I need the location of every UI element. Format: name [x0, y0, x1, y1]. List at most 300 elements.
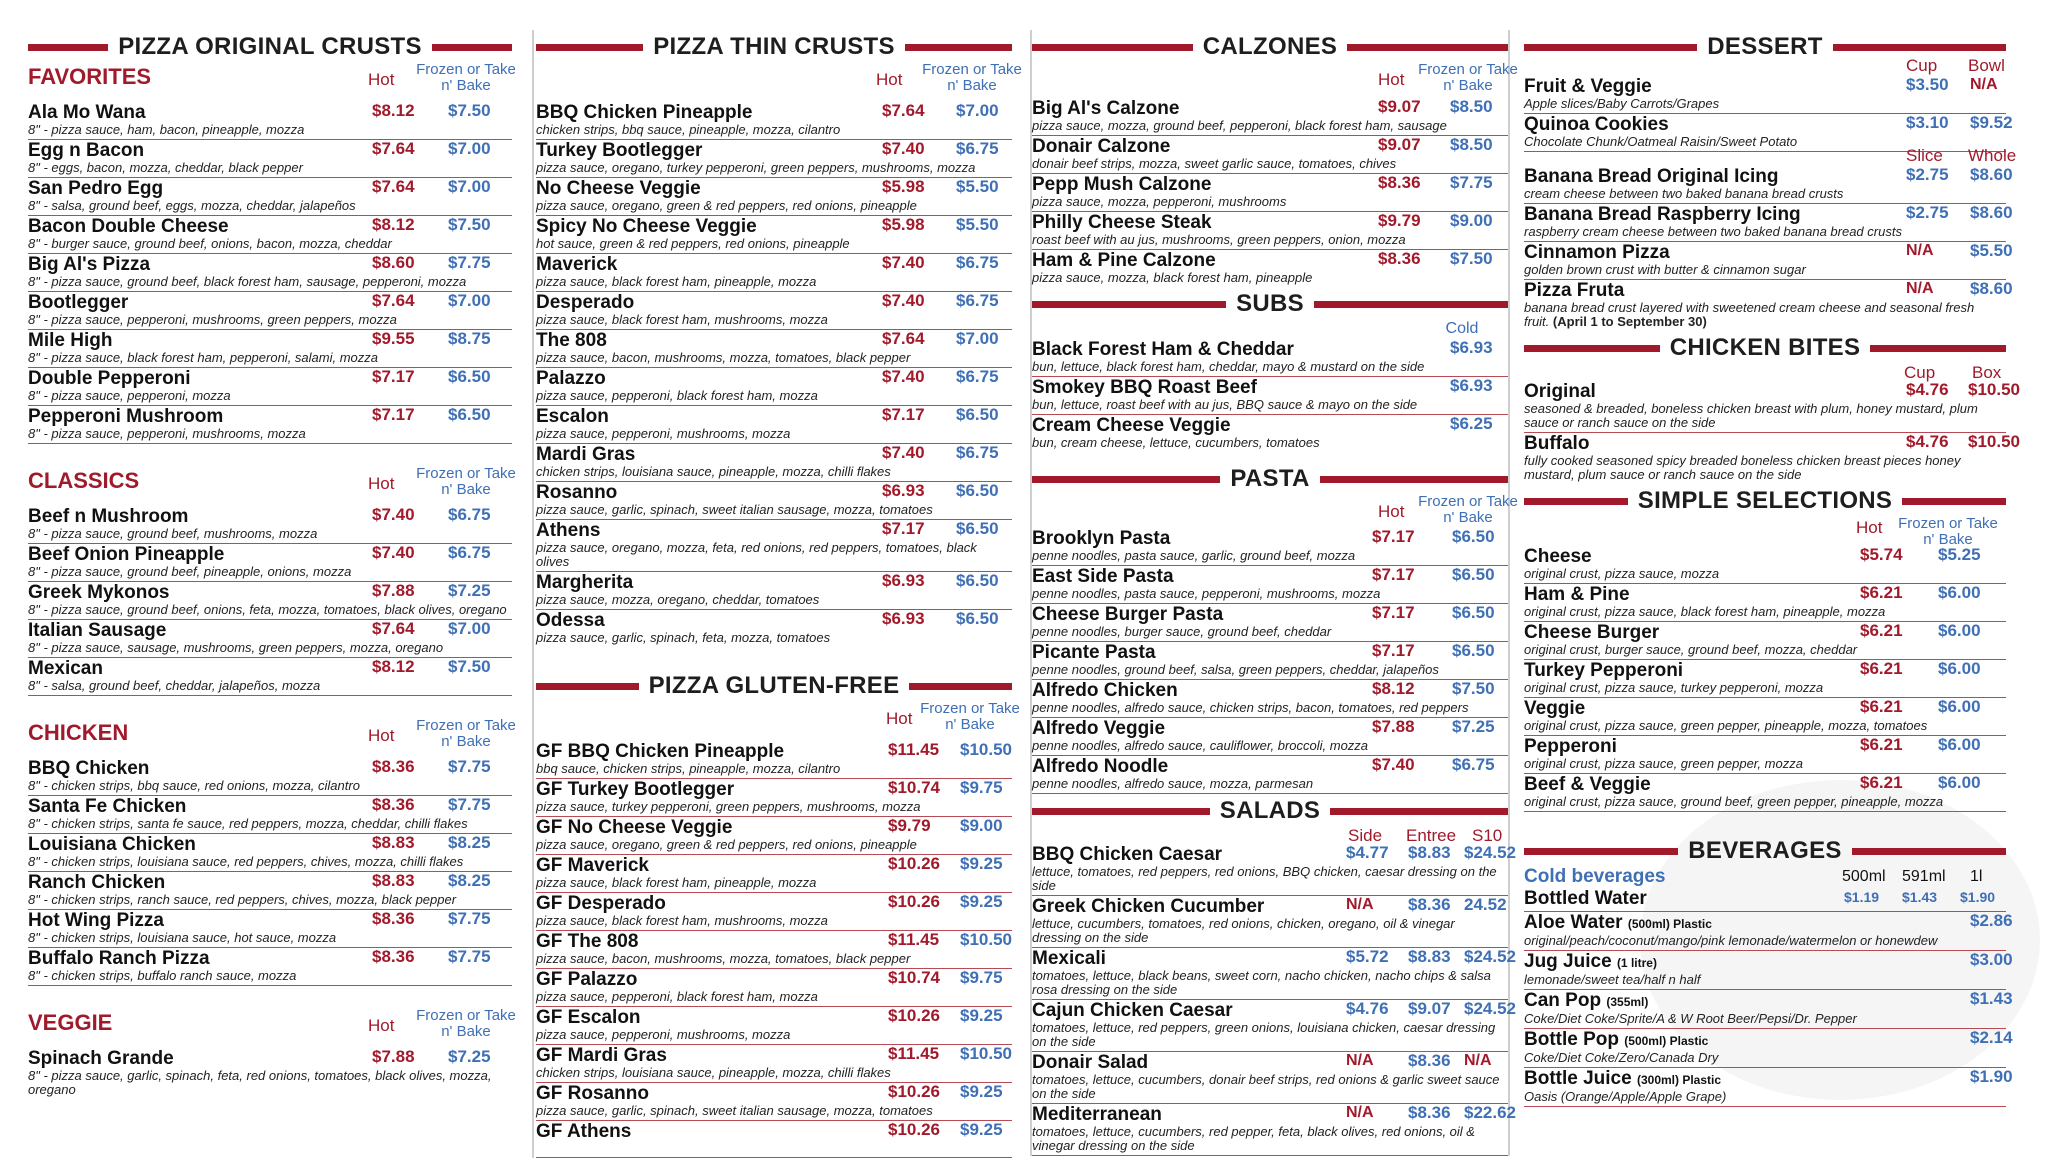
menu-item-palazzo — [536, 368, 1012, 406]
bowl-label: Bowl — [1968, 56, 2005, 75]
section-header-salads — [1032, 796, 1508, 826]
menu-item-jug-juice — [1524, 950, 2013, 990]
frozen-label: Frozen or Take n' Bake — [922, 61, 1022, 94]
price-hot: $7.64 — [372, 139, 415, 158]
menu-item-mexicali — [1032, 947, 1516, 1000]
item-description — [28, 275, 512, 289]
item-name — [1524, 661, 2006, 681]
menu-item-big-al-s-pizza — [28, 254, 512, 292]
section-title: BEVERAGES — [1688, 837, 1842, 864]
menu-item-veggie — [1524, 698, 2006, 736]
price-frozen: $8.50 — [1450, 97, 1493, 116]
price-p1: N/A — [1906, 242, 1934, 259]
bites-column-headers — [1524, 363, 2006, 381]
item-description — [1524, 1090, 2006, 1104]
price-hot: $9.55 — [372, 329, 415, 348]
item-name — [536, 932, 1012, 952]
price-frozen: $6.00 — [1938, 621, 1981, 640]
item-description-text: 8" - eggs, bacon, mozza, cheddar, black pepper — [28, 160, 303, 175]
item-description — [28, 641, 512, 655]
item-name — [1524, 1030, 2006, 1051]
price-frozen: $6.50 — [956, 519, 999, 538]
price-frozen: $7.50 — [448, 215, 491, 234]
price-entree: $9.07 — [1408, 999, 1451, 1018]
item-name — [28, 507, 512, 527]
slice-whole-headers — [1524, 146, 2017, 166]
item-description — [536, 465, 1012, 479]
item-description — [28, 565, 512, 579]
item-name-text: The 808 — [536, 330, 607, 351]
price-hot: $8.36 — [372, 909, 415, 928]
price-frozen: $6.00 — [1938, 773, 1981, 792]
item-description-text: penne noodles, alfredo sauce, chicken strips, bacon, tomatoes, red peppers — [1032, 700, 1469, 715]
item-description — [536, 1028, 1012, 1042]
menu-item-alfredo-chicken — [1032, 680, 1508, 718]
item-name-text: Cheese — [1524, 546, 1592, 567]
item-description — [28, 603, 512, 617]
box-label: Box — [1972, 363, 2002, 382]
menu-item-original — [1524, 380, 2020, 433]
item-name-text: Mardi Gras — [536, 444, 636, 465]
price-frozen: $6.75 — [956, 139, 999, 158]
item-description-text: pizza sauce, black forest ham, mushrooms, mozza — [536, 312, 828, 327]
spacer — [28, 696, 512, 718]
section-header-beverages — [1524, 836, 2006, 866]
price-hot: $7.64 — [882, 329, 925, 348]
item-name-text: GF Mardi Gras — [536, 1045, 667, 1066]
item-name — [28, 1049, 512, 1069]
item-name — [536, 970, 1012, 990]
menu-item-fruit-veggie — [1524, 76, 2006, 114]
item-description-text: lettuce, cucumbers, tomatoes, red onions, chicken, oregano, oil & vinegar dressing on the side — [1032, 916, 1455, 945]
price-hot: $7.40 — [372, 543, 415, 562]
item-description-text: Oasis (Orange/Apple/Apple Grape) — [1524, 1089, 1727, 1104]
item-description-text: penne noodles, burger sauce, ground beef, cheddar — [1032, 624, 1332, 639]
menu-item-bottled-water — [1524, 888, 2006, 912]
item-name-text: Mediterranean — [1032, 1104, 1162, 1125]
item-description — [1032, 233, 1508, 247]
item-description-text: 8" - chicken strips, bbq sauce, red onions, mozza, cilantro — [28, 778, 360, 793]
menu-item-pepperoni — [1524, 736, 2006, 774]
item-name — [536, 293, 1012, 313]
price-frozen: $7.75 — [448, 757, 491, 776]
menu-item-gf-mardi-gras — [536, 1045, 1012, 1083]
item-name-text: Cheese Burger Pasta — [1032, 604, 1224, 625]
item-description-text: original crust, pizza sauce, mozza — [1524, 566, 1720, 581]
item-description — [1032, 587, 1508, 601]
price-frozen: $8.50 — [1450, 135, 1493, 154]
menu-item-greek-mykonos — [28, 582, 512, 620]
item-name-text: GF Palazzo — [536, 969, 638, 990]
column-headers — [536, 700, 1020, 741]
item-description — [536, 275, 1012, 289]
item-name-text: Bottle Juice — [1524, 1068, 1632, 1089]
price-side: $4.76 — [1346, 999, 1389, 1018]
item-description-text: tomatoes, lettuce, cucumbers, red pepper, feta, black olives, red onions, oil & vinegar dressing on the side — [1032, 1124, 1475, 1153]
price-side: $5.72 — [1346, 947, 1389, 966]
item-name-text: Pepperoni — [1524, 736, 1617, 757]
price-frozen: $7.00 — [448, 619, 491, 638]
item-description — [536, 541, 1012, 569]
menu-item-turkey-bootlegger — [536, 140, 1012, 178]
price-side: N/A — [1346, 1052, 1374, 1069]
item-name-text: No Cheese Veggie — [536, 178, 701, 199]
item-description — [1524, 795, 2006, 809]
price-hot: $9.79 — [888, 816, 931, 835]
menu-item-cheese — [1524, 546, 2006, 584]
item-name-text: Beef n Mushroom — [28, 506, 189, 527]
section-title: DESSERT — [1707, 33, 1823, 60]
price-hot: $11.45 — [888, 740, 940, 759]
price-p1: $3.10 — [1906, 113, 1949, 132]
item-description-text: 8" - pizza sauce, ham, bacon, pineapple, mozza — [28, 122, 305, 137]
price-hot: $5.98 — [882, 215, 925, 234]
menu-item-gf-escalon — [536, 1007, 1012, 1045]
price-hot: $6.93 — [882, 481, 925, 500]
price-frozen: $7.25 — [448, 1047, 491, 1066]
price-s10: 24.52 — [1464, 895, 1507, 914]
item-name-text: Ranch Chicken — [28, 872, 166, 893]
price-s10: $24.52 — [1464, 843, 1516, 862]
item-name-text: Aloe Water — [1524, 912, 1623, 933]
item-size: (300ml) Plastic — [1636, 1073, 1722, 1087]
item-size: (355ml) — [1606, 995, 1649, 1009]
item-name — [28, 217, 512, 237]
price-frozen: $9.75 — [960, 778, 1003, 797]
section-title: PIZZA ORIGINAL CRUSTS — [118, 33, 422, 60]
item-description — [1524, 719, 2006, 733]
item-name — [1032, 175, 1508, 195]
item-name — [1032, 605, 1508, 625]
item-size: (1 litre) — [1616, 956, 1657, 970]
price-1l: $1.90 — [1960, 889, 1996, 905]
item-description-text: original crust, pizza sauce, black forest ham, pineapple, mozza — [1524, 604, 1886, 619]
price-price: $1.90 — [1970, 1067, 2013, 1086]
item-size: (500ml) Plastic — [1624, 1034, 1709, 1048]
price-hot: $5.74 — [1860, 545, 1903, 564]
frozen-label: Frozen or Take n' Bake — [1418, 61, 1518, 94]
group-header-chicken — [28, 717, 516, 758]
price-frozen: $9.75 — [960, 968, 1003, 987]
item-description-text: pizza sauce, pepperoni, black forest ham, mozza — [536, 989, 818, 1004]
item-name — [536, 1122, 1012, 1142]
header-bar — [1032, 476, 1220, 483]
price-price: $2.14 — [1970, 1028, 2013, 1047]
item-name-text: Mile High — [28, 330, 113, 351]
price-cold: $6.93 — [1450, 376, 1493, 395]
item-description — [1032, 865, 1508, 893]
menu-item-beef-n-mushroom — [28, 506, 512, 544]
item-name-text: Bottle Pop — [1524, 1029, 1619, 1050]
item-description — [1032, 663, 1508, 677]
item-name — [28, 911, 512, 931]
price-p1: $2.75 — [1906, 165, 1949, 184]
item-description — [1524, 97, 2006, 111]
item-name — [28, 621, 512, 641]
menu-item-ala-mo-wana — [28, 102, 512, 140]
item-name — [536, 780, 1012, 800]
price-frozen: $6.00 — [1938, 697, 1981, 716]
item-description-text: pizza sauce, oregano, mozza, feta, red onions, red peppers, tomatoes, black olives — [536, 540, 977, 569]
item-name-text: Beef Onion Pineapple — [28, 544, 225, 565]
price-p2: $9.52 — [1970, 113, 2013, 132]
item-description-text: pizza sauce, mozza, black forest ham, pineapple — [1032, 270, 1313, 285]
item-description — [1524, 1051, 2006, 1065]
price-p2: $5.50 — [1970, 241, 2013, 260]
item-description — [1524, 934, 2006, 948]
menu-item-athens — [536, 520, 1012, 572]
price-hot: $7.17 — [1372, 527, 1415, 546]
item-description-text: cream cheese between two baked banana bread crusts — [1524, 186, 1844, 201]
price-hot: $7.64 — [372, 177, 415, 196]
menu-item-pizza-fruta — [1524, 279, 2013, 331]
item-name-text: Big Al's Pizza — [28, 254, 151, 275]
price-hot: $11.45 — [888, 1044, 940, 1063]
hot-label: Hot — [1378, 70, 1405, 89]
item-name — [536, 445, 1012, 465]
item-description-text: 8" - pizza sauce, ground beef, onions, feta, mozza, tomatoes, black olives, oregano — [28, 602, 507, 617]
item-description — [536, 593, 1012, 607]
item-name — [1032, 213, 1508, 233]
cold-label: Cold — [1445, 320, 1479, 337]
item-name-text: Turkey Bootlegger — [536, 140, 703, 161]
item-name-text: GF No Cheese Veggie — [536, 817, 733, 838]
menu-item-bacon-double-cheese — [28, 216, 512, 254]
price-500ml: $1.19 — [1844, 889, 1880, 905]
item-description-text: pizza sauce, oregano, green & red peppers, red onions, pineapple — [536, 837, 917, 852]
item-name — [28, 659, 512, 679]
price-hot: $7.64 — [882, 101, 925, 120]
menu-item-cajun-chicken-caesar — [1032, 999, 1516, 1052]
item-name — [28, 141, 512, 161]
item-description — [28, 123, 512, 137]
item-description — [28, 855, 512, 869]
price-frozen: $9.25 — [960, 854, 1003, 873]
item-description — [1032, 1125, 1508, 1153]
price-hot: $7.40 — [882, 367, 925, 386]
item-name — [28, 407, 512, 427]
item-description — [28, 351, 512, 365]
item-name-text: Donair Salad — [1032, 1052, 1149, 1073]
menu-item-beef-onion-pineapple — [28, 544, 512, 582]
item-description — [1524, 454, 2006, 482]
item-description-text: 8" - pizza sauce, ground beef, pineapple, onions, mozza — [28, 564, 352, 579]
price-frozen: $6.50 — [956, 405, 999, 424]
price-hot: $6.21 — [1860, 697, 1903, 716]
item-description — [1032, 777, 1508, 791]
price-hot: $7.17 — [1372, 641, 1415, 660]
item-description — [28, 527, 512, 541]
price-entree: $8.83 — [1408, 843, 1451, 862]
item-name-text: East Side Pasta — [1032, 566, 1174, 587]
price-frozen: $6.75 — [956, 253, 999, 272]
section-title: CALZONES — [1202, 33, 1338, 60]
menu-item-turkey-pepperoni — [1524, 660, 2006, 698]
column-thin-gf — [532, 30, 1022, 1158]
item-description-text: pizza sauce, turkey pepperoni, green peppers, mushrooms, mozza — [536, 799, 921, 814]
price-entree: $8.36 — [1408, 1051, 1451, 1070]
item-name — [1524, 737, 2006, 757]
price-frozen: $5.25 — [1938, 545, 1981, 564]
header-bar — [1870, 345, 2006, 352]
item-description — [28, 817, 512, 831]
price-frozen: $7.75 — [448, 947, 491, 966]
item-name-text: Beef & Veggie — [1524, 774, 1651, 795]
menu-item-buffalo-ranch-pizza — [28, 948, 512, 986]
item-description — [28, 199, 512, 213]
item-name-text: Santa Fe Chicken — [28, 796, 187, 817]
cup-label: Cup — [1906, 56, 1938, 75]
item-description-text: pizza sauce, bacon, mushrooms, mozza, tomatoes, black pepper — [536, 350, 911, 365]
price-frozen: $10.50 — [960, 740, 1012, 759]
item-description — [28, 679, 512, 693]
section-header-gluten-free — [536, 671, 1012, 701]
price-hot: $5.98 — [882, 177, 925, 196]
price-frozen: $6.50 — [956, 609, 999, 628]
item-name-text: Can Pop — [1524, 990, 1602, 1011]
price-hot: $8.12 — [372, 215, 415, 234]
item-note: (April 1 to September 30) — [1552, 314, 1707, 329]
item-name-text: Bacon Double Cheese — [28, 216, 229, 237]
item-name-text: Ham & Pine — [1524, 584, 1630, 605]
item-description-text: tomatoes, lettuce, cucumbers, donair beef strips, red onions & garlic sweet sauce on the side — [1032, 1072, 1500, 1101]
column-headers — [536, 61, 1022, 102]
item-description-text: pizza sauce, mozza, oregano, cheddar, tomatoes — [536, 592, 820, 607]
price-p1: $2.75 — [1906, 203, 1949, 222]
item-name — [1032, 529, 1508, 549]
item-description-text: chicken strips, bbq sauce, pineapple, mozza, cilantro — [536, 122, 841, 137]
item-name-text: Hot Wing Pizza — [28, 910, 164, 931]
item-name-text: Cinnamon Pizza — [1524, 242, 1670, 263]
item-description-text: lemonade/sweet tea/half n half — [1524, 972, 1701, 987]
item-description-text: penne noodles, ground beef, salsa, green peppers, cheddar, jalapeños — [1032, 662, 1439, 677]
menu-item-donair-calzone — [1032, 136, 1508, 174]
item-description — [536, 762, 1012, 776]
item-description-text: pizza sauce, pepperoni, black forest ham, mozza — [536, 388, 818, 403]
item-description-text: 8" - pizza sauce, pepperoni, mushrooms, mozza — [28, 426, 306, 441]
item-description-text: pizza sauce, mozza, ground beef, pepperoni, black forest ham, sausage — [1032, 118, 1447, 133]
item-name-text: Quinoa Cookies — [1524, 114, 1669, 135]
item-description-text: penne noodles, alfredo sauce, mozza, parmesan — [1032, 776, 1314, 791]
item-name — [1032, 251, 1508, 271]
column-headers — [1032, 319, 1508, 339]
item-name — [536, 217, 1012, 237]
item-name-text: Mexican — [28, 658, 103, 679]
cup-label: Cup — [1904, 363, 1936, 382]
item-description-text: golden brown crust with butter & cinnamon sugar — [1524, 262, 1806, 277]
s10-label: S10 — [1472, 826, 1503, 845]
price-frozen: $6.75 — [956, 291, 999, 310]
price-frozen: $7.00 — [448, 291, 491, 310]
menu-item-cinnamon-pizza — [1524, 241, 2013, 280]
price-frozen: $9.00 — [1450, 211, 1493, 230]
item-description-text: original crust, pizza sauce, green pepper, pineapple, mozza, tomatoes — [1524, 718, 1928, 733]
item-description-text: pizza sauce, oregano, turkey pepperoni, green peppers, mushrooms, mozza — [536, 160, 976, 175]
item-name-text: Maverick — [536, 254, 618, 275]
price-hot: $8.12 — [372, 101, 415, 120]
price-entree: $8.83 — [1408, 947, 1451, 966]
price-hot: $8.83 — [372, 871, 415, 890]
price-frozen: $10.50 — [960, 1044, 1012, 1063]
item-description-text: pizza sauce, pepperoni, mushrooms, mozza — [536, 426, 791, 441]
item-description-text: lettuce, tomatoes, red peppers, red onions, BBQ chicken, caesar dressing on the side — [1032, 864, 1497, 893]
item-name — [1032, 416, 1508, 436]
side-label: Side — [1348, 826, 1383, 845]
item-description — [1032, 360, 1508, 374]
price-frozen: $7.75 — [448, 909, 491, 928]
price-591ml: $1.43 — [1902, 889, 1938, 905]
price-hot: $7.17 — [372, 405, 415, 424]
item-name-text: GF Rosanno — [536, 1083, 649, 1104]
item-name — [28, 797, 512, 817]
menu-item-bootlegger — [28, 292, 512, 330]
menu-item-the-808 — [536, 330, 1012, 368]
column-headers — [1032, 493, 1518, 528]
cup-bowl-headers — [1524, 56, 2006, 76]
item-description — [1524, 1012, 2006, 1026]
item-name-text: Banana Bread Original Icing — [1524, 166, 1779, 187]
item-name-text: Big Al's Calzone — [1032, 98, 1180, 119]
menu-item-pepperoni-mushroom — [28, 406, 512, 444]
item-description-text: banana bread crust layered with sweetened cream cheese and seasonal fresh fruit. — [1524, 300, 1975, 329]
frozen-label: Frozen or Take n' Bake — [416, 1007, 516, 1040]
column-headers — [1032, 61, 1518, 98]
item-name-text: BBQ Chicken Caesar — [1032, 844, 1223, 865]
item-name — [536, 407, 1012, 427]
group-title: CLASSICS — [28, 468, 140, 493]
price-s10: N/A — [1464, 1052, 1492, 1069]
item-description-text: pizza sauce, garlic, spinach, feta, mozza, tomatoes — [536, 630, 831, 645]
item-name-text: Fruit & Veggie — [1524, 76, 1652, 97]
group-title: FAVORITES — [28, 64, 152, 89]
price-frozen: $9.25 — [960, 1006, 1003, 1025]
price-frozen: $7.00 — [448, 139, 491, 158]
item-name-text: Cream Cheese Veggie — [1032, 415, 1231, 436]
item-description-text: 8" - pizza sauce, ground beef, mushrooms, mozza — [28, 526, 318, 541]
item-description — [1032, 625, 1508, 639]
menu-item-san-pedro-egg — [28, 178, 512, 216]
item-description — [536, 427, 1012, 441]
menu-item-beef-veggie — [1524, 774, 2006, 812]
item-name — [28, 255, 512, 275]
item-description — [28, 313, 512, 327]
hot-label: Hot — [368, 1016, 395, 1035]
item-name-text: GF BBQ Chicken Pineapple — [536, 741, 785, 762]
item-name — [1524, 775, 2006, 795]
item-description-text: donair beef strips, mozza, sweet garlic sauce, tomatoes, chives — [1032, 156, 1397, 171]
price-cup: $4.76 — [1906, 432, 1949, 451]
price-p1: $3.50 — [1906, 75, 1949, 94]
item-description-text: bbq sauce, chicken strips, pineapple, mozza, cilantro — [536, 761, 841, 776]
item-name-text: Greek Mykonos — [28, 582, 170, 603]
hot-label: Hot — [1856, 518, 1883, 537]
menu-item-gf-turkey-bootlegger — [536, 779, 1012, 817]
menu-item-pepp-mush-calzone — [1032, 174, 1508, 212]
price-price: $3.00 — [1970, 950, 2013, 969]
menu-item-italian-sausage — [28, 620, 512, 658]
price-side: N/A — [1346, 896, 1374, 913]
price-frozen: $9.25 — [960, 892, 1003, 911]
item-description-text: roast beef with au jus, mushrooms, green peppers, onion, mozza — [1032, 232, 1406, 247]
menu-item-egg-n-bacon — [28, 140, 512, 178]
section-header-original-crusts — [28, 32, 512, 62]
header-bar — [1524, 345, 1660, 352]
menu-item-ranch-chicken — [28, 872, 512, 910]
header-bar — [536, 683, 639, 690]
entree-label: Entree — [1406, 826, 1457, 845]
item-description — [536, 503, 1012, 517]
item-name — [536, 856, 1012, 876]
